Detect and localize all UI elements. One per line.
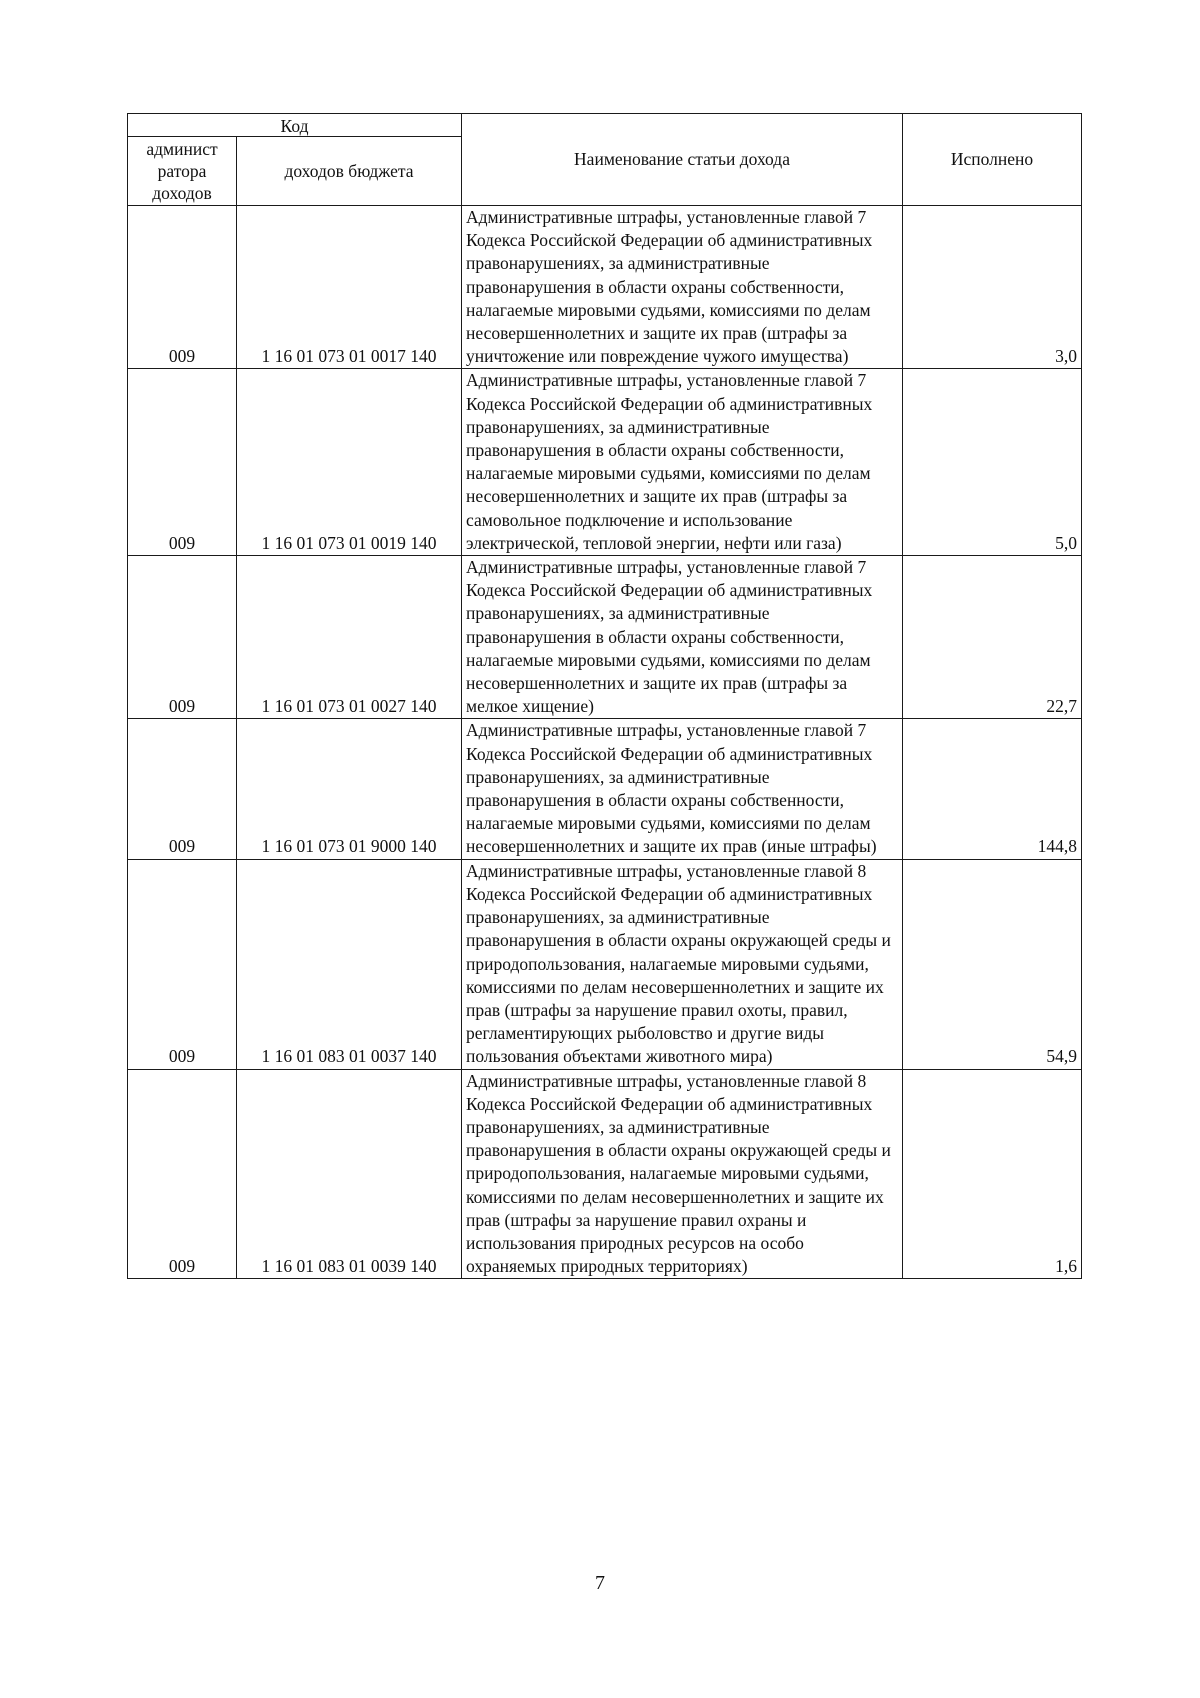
revenue-name-cell: Административные штрафы, установленные главой 7 Кодекса Российской Федерации об административных правонарушениях, за административные правонарушения в области охраны собственности, налагаемые мировыми судьями, комиссиями по делам несовершеннолетних и защите их прав (штрафы за уничтожение или повреждение чужого имущества) bbox=[462, 206, 903, 369]
header-budget-code: доходов бюджета bbox=[237, 137, 462, 206]
executed-value-cell: 3,0 bbox=[903, 206, 1082, 369]
table-row bbox=[128, 556, 1082, 719]
revenue-name-cell: Административные штрафы, установленные главой 7 Кодекса Российской Федерации об административных правонарушениях, за административные правонарушения в области охраны собственности, налагаемые мировыми судьями, комиссиями по делам несовершеннолетних и защите их прав (иные штрафы) bbox=[462, 719, 903, 859]
executed-value-cell: 22,7 bbox=[903, 556, 1082, 719]
header-row-top bbox=[128, 114, 1082, 137]
revenue-name-cell: Административные штрафы, установленные главой 8 Кодекса Российской Федерации об административных правонарушениях, за административные правонарушения в области охраны окружающей среды и природопользования, налагаемые мировыми судьями, комиссиями по делам несовершеннолетних и защите их прав (штрафы за нарушение правил охраны и использования природных ресурсов на особо охраняемых природных территориях) bbox=[462, 1069, 903, 1279]
budget-code-cell: 1 16 01 083 01 0037 140 bbox=[237, 859, 462, 1069]
header-executed: Исполнено bbox=[903, 114, 1082, 206]
table-row bbox=[128, 719, 1082, 859]
table-row bbox=[128, 369, 1082, 556]
admin-code-cell: 009 bbox=[128, 859, 237, 1069]
admin-code-cell: 009 bbox=[128, 556, 237, 719]
budget-code-cell: 1 16 01 083 01 0039 140 bbox=[237, 1069, 462, 1279]
admin-code-cell: 009 bbox=[128, 1069, 237, 1279]
budget-code-cell: 1 16 01 073 01 0017 140 bbox=[237, 206, 462, 369]
revenue-name-cell: Административные штрафы, установленные главой 8 Кодекса Российской Федерации об административных правонарушениях, за административные правонарушения в области охраны окружающей среды и природопользования, налагаемые мировыми судьями, комиссиями по делам несовершеннолетних и защите их прав (штрафы за нарушение правил охоты, правил, регламентирующих рыболовство и другие виды пользования объектами животного мира) bbox=[462, 859, 903, 1069]
page-number: 7 bbox=[595, 1572, 605, 1594]
executed-value-cell: 54,9 bbox=[903, 859, 1082, 1069]
executed-value-cell: 1,6 bbox=[903, 1069, 1082, 1279]
header-code-group: Код bbox=[128, 114, 462, 137]
revenue-name-cell: Административные штрафы, установленные главой 7 Кодекса Российской Федерации об административных правонарушениях, за административные правонарушения в области охраны собственности, налагаемые мировыми судьями, комиссиями по делам несовершеннолетних и защите их прав (штрафы за самовольное подключение и использование электрической, тепловой энергии, нефти или газа) bbox=[462, 369, 903, 556]
header-admin: админист ратора доходов bbox=[128, 137, 237, 206]
budget-code-cell: 1 16 01 073 01 0027 140 bbox=[237, 556, 462, 719]
revenue-name-cell: Административные штрафы, установленные главой 7 Кодекса Российской Федерации об административных правонарушениях, за административные правонарушения в области охраны собственности, налагаемые мировыми судьями, комиссиями по делам несовершеннолетних и защите их прав (штрафы за мелкое хищение) bbox=[462, 556, 903, 719]
budget-code-cell: 1 16 01 073 01 9000 140 bbox=[237, 719, 462, 859]
table-row bbox=[128, 859, 1082, 1069]
revenue-table bbox=[127, 113, 1082, 1279]
admin-code-cell: 009 bbox=[128, 369, 237, 556]
budget-code-cell: 1 16 01 073 01 0019 140 bbox=[237, 369, 462, 556]
table-row bbox=[128, 1069, 1082, 1279]
executed-value-cell: 144,8 bbox=[903, 719, 1082, 859]
table-row bbox=[128, 206, 1082, 369]
executed-value-cell: 5,0 bbox=[903, 369, 1082, 556]
admin-code-cell: 009 bbox=[128, 719, 237, 859]
header-revenue-name: Наименование статьи дохода bbox=[462, 114, 903, 206]
admin-code-cell: 009 bbox=[128, 206, 237, 369]
